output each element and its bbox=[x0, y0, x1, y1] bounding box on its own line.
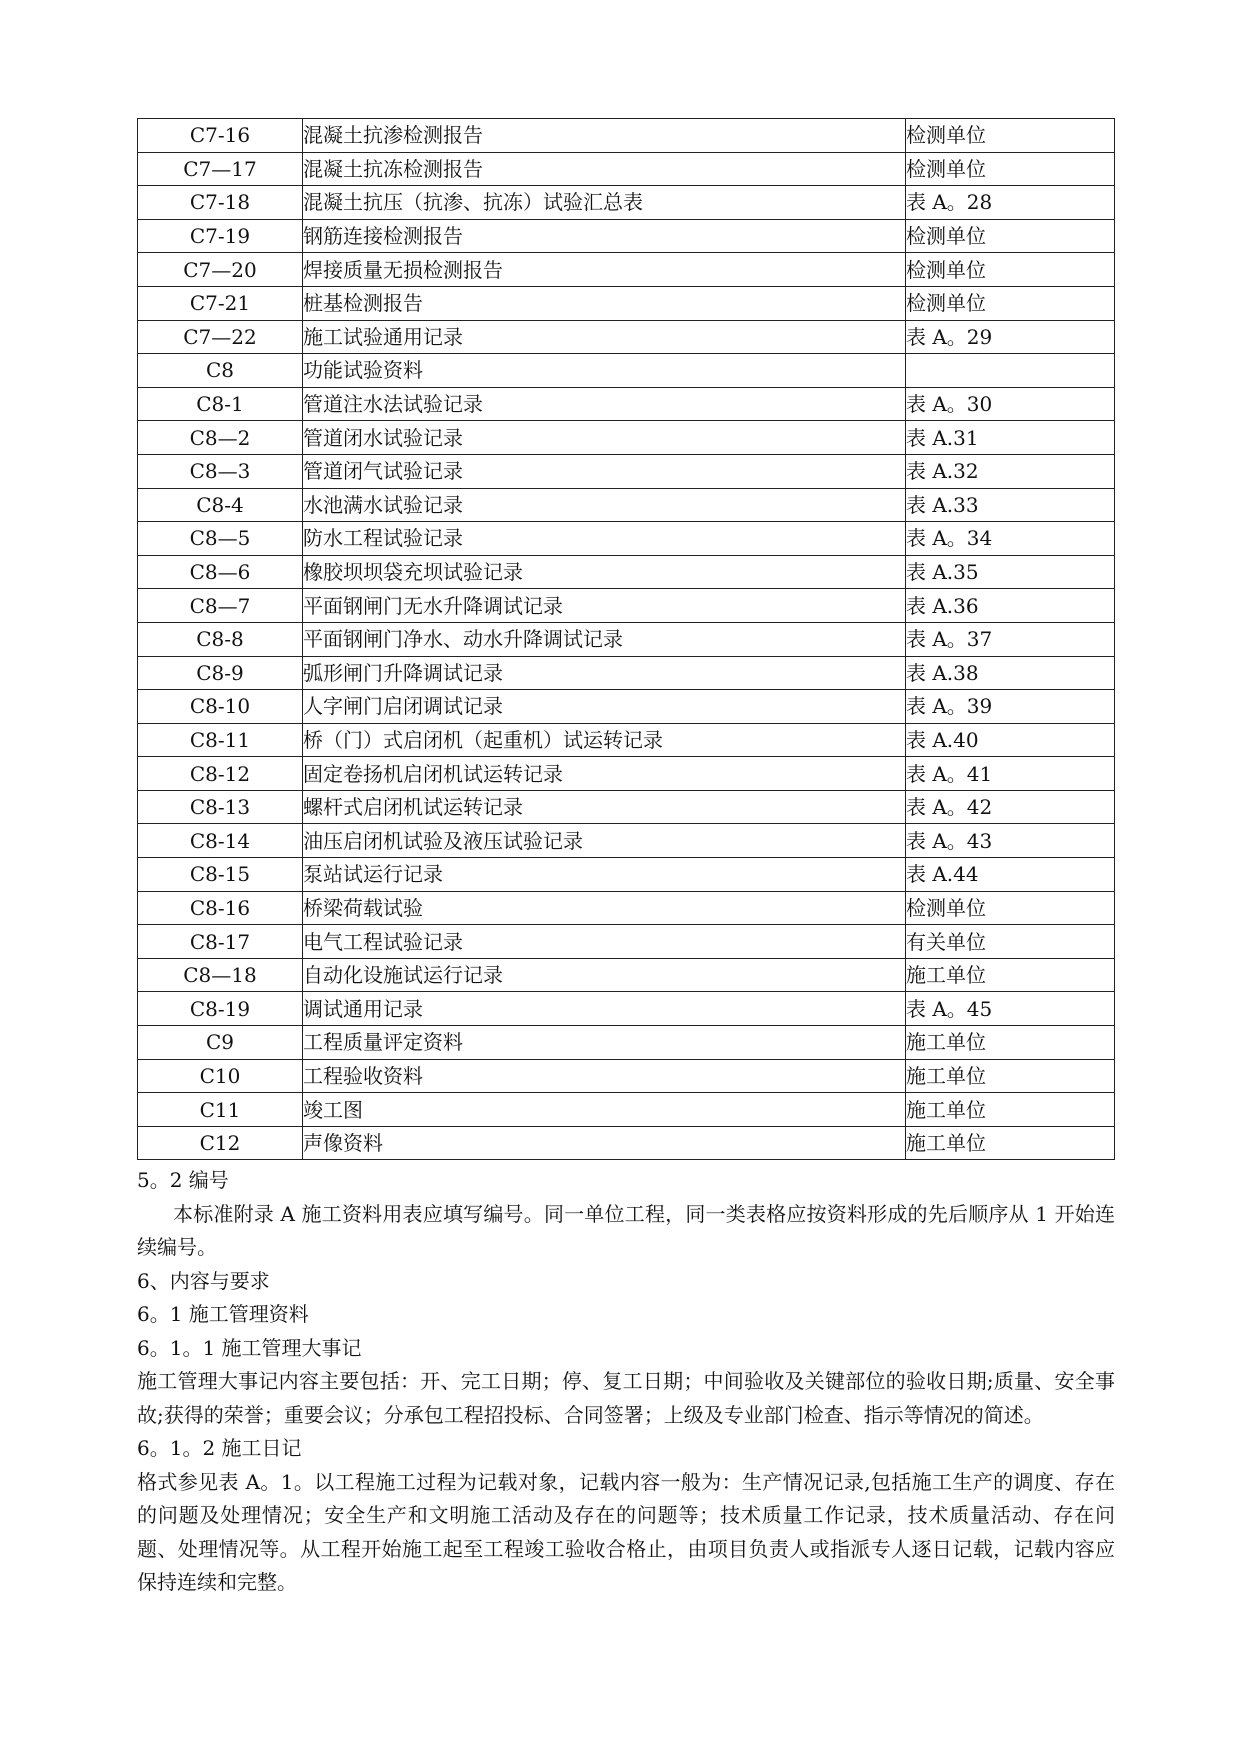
row-reference-cell: 表 A.33 bbox=[906, 488, 1115, 522]
table-row bbox=[138, 656, 1115, 690]
table-row bbox=[138, 622, 1115, 656]
row-code-cell: C9 bbox=[138, 1026, 303, 1060]
records-table bbox=[137, 118, 1115, 1160]
row-reference-cell: 施工单位 bbox=[906, 958, 1115, 992]
row-reference-cell: 表 A。29 bbox=[906, 320, 1115, 354]
row-code-cell: C8 bbox=[138, 354, 303, 388]
table-row bbox=[138, 723, 1115, 757]
row-name-cell: 防水工程试验记录 bbox=[303, 522, 906, 556]
table-row bbox=[138, 589, 1115, 623]
row-name-cell: 焊接质量无损检测报告 bbox=[303, 253, 906, 287]
table-row bbox=[138, 387, 1115, 421]
table-row bbox=[138, 421, 1115, 455]
row-name-cell: 工程质量评定资料 bbox=[303, 1026, 906, 1060]
row-reference-cell: 表 A.32 bbox=[906, 454, 1115, 488]
row-name-cell: 人字闸门启闭调试记录 bbox=[303, 690, 906, 724]
row-code-cell: C8-4 bbox=[138, 488, 303, 522]
row-reference-cell: 有关单位 bbox=[906, 925, 1115, 959]
table-row bbox=[138, 119, 1115, 153]
row-code-cell: C7-21 bbox=[138, 286, 303, 320]
row-reference-cell: 表 A。45 bbox=[906, 992, 1115, 1026]
row-name-cell: 自动化设施试运行记录 bbox=[303, 958, 906, 992]
records-table-body bbox=[138, 119, 1115, 1160]
row-name-cell: 泵站试运行记录 bbox=[303, 858, 906, 892]
row-code-cell: C8-15 bbox=[138, 858, 303, 892]
row-reference-cell: 施工单位 bbox=[906, 1026, 1115, 1060]
row-name-cell: 弧形闸门升降调试记录 bbox=[303, 656, 906, 690]
row-code-cell: C8—6 bbox=[138, 555, 303, 589]
row-code-cell: C8-8 bbox=[138, 622, 303, 656]
row-code-cell: C8—3 bbox=[138, 454, 303, 488]
row-name-cell: 钢筋连接检测报告 bbox=[303, 219, 906, 253]
row-reference-cell: 表 A。34 bbox=[906, 522, 1115, 556]
table-row bbox=[138, 555, 1115, 589]
table-row bbox=[138, 925, 1115, 959]
row-name-cell: 管道注水法试验记录 bbox=[303, 387, 906, 421]
table-row bbox=[138, 522, 1115, 556]
row-reference-cell: 施工单位 bbox=[906, 1059, 1115, 1093]
table-row bbox=[138, 790, 1115, 824]
row-name-cell: 调试通用记录 bbox=[303, 992, 906, 1026]
row-reference-cell: 检测单位 bbox=[906, 152, 1115, 186]
heading-6-1: 6。1 施工管理资料 bbox=[137, 1302, 309, 1327]
row-code-cell: C7-16 bbox=[138, 119, 303, 153]
row-name-cell: 平面钢闸门无水升降调试记录 bbox=[303, 589, 906, 623]
table-row bbox=[138, 858, 1115, 892]
row-name-cell: 油压启闭机试验及液压试验记录 bbox=[303, 824, 906, 858]
table-row bbox=[138, 1026, 1115, 1060]
table-row bbox=[138, 253, 1115, 287]
row-code-cell: C8-10 bbox=[138, 690, 303, 724]
row-code-cell: C12 bbox=[138, 1126, 303, 1160]
row-reference-cell: 表 A。41 bbox=[906, 757, 1115, 791]
table-row bbox=[138, 152, 1115, 186]
row-reference-cell: 表 A.40 bbox=[906, 723, 1115, 757]
row-name-cell: 混凝土抗渗检测报告 bbox=[303, 119, 906, 153]
row-name-cell: 管道闭气试验记录 bbox=[303, 454, 906, 488]
row-code-cell: C8—2 bbox=[138, 421, 303, 455]
row-reference-cell: 检测单位 bbox=[906, 891, 1115, 925]
table-row bbox=[138, 488, 1115, 522]
table-row bbox=[138, 1093, 1115, 1127]
document-text bbox=[137, 1164, 1115, 1600]
table-row bbox=[138, 824, 1115, 858]
row-name-cell: 水池满水试验记录 bbox=[303, 488, 906, 522]
table-row bbox=[138, 1059, 1115, 1093]
row-name-cell: 功能试验资料 bbox=[303, 354, 906, 388]
heading-6-1-1: 6。1。1 施工管理大事记 bbox=[137, 1335, 362, 1360]
row-code-cell: C8-16 bbox=[138, 891, 303, 925]
table-row bbox=[138, 186, 1115, 220]
table-row bbox=[138, 320, 1115, 354]
row-code-cell: C8-9 bbox=[138, 656, 303, 690]
table-row bbox=[138, 454, 1115, 488]
row-name-cell: 桥梁荷载试验 bbox=[303, 891, 906, 925]
table-row bbox=[138, 757, 1115, 791]
table-row bbox=[138, 1126, 1115, 1160]
row-code-cell: C8-19 bbox=[138, 992, 303, 1026]
row-reference-cell: 检测单位 bbox=[906, 119, 1115, 153]
row-code-cell: C8-13 bbox=[138, 790, 303, 824]
row-name-cell: 声像资料 bbox=[303, 1126, 906, 1160]
row-code-cell: C8-12 bbox=[138, 757, 303, 791]
row-code-cell: C8-14 bbox=[138, 824, 303, 858]
table-row bbox=[138, 286, 1115, 320]
table-row bbox=[138, 690, 1115, 724]
row-name-cell: 螺杆式启闭机试运转记录 bbox=[303, 790, 906, 824]
row-reference-cell: 检测单位 bbox=[906, 286, 1115, 320]
table-row bbox=[138, 354, 1115, 388]
row-reference-cell: 表 A。30 bbox=[906, 387, 1115, 421]
row-reference-cell: 表 A.36 bbox=[906, 589, 1115, 623]
row-reference-cell: 表 A.35 bbox=[906, 555, 1115, 589]
row-name-cell: 施工试验通用记录 bbox=[303, 320, 906, 354]
heading-6-1-2: 6。1。2 施工日记 bbox=[137, 1436, 302, 1461]
row-reference-cell: 检测单位 bbox=[906, 253, 1115, 287]
row-reference-cell: 表 A.38 bbox=[906, 656, 1115, 690]
row-reference-cell: 表 A.31 bbox=[906, 421, 1115, 455]
row-code-cell: C11 bbox=[138, 1093, 303, 1127]
row-name-cell: 平面钢闸门净水、动水升降调试记录 bbox=[303, 622, 906, 656]
table-row bbox=[138, 219, 1115, 253]
row-code-cell: C8—18 bbox=[138, 958, 303, 992]
row-reference-cell: 表 A。39 bbox=[906, 690, 1115, 724]
row-code-cell: C7—22 bbox=[138, 320, 303, 354]
row-code-cell: C8—5 bbox=[138, 522, 303, 556]
row-reference-cell: 施工单位 bbox=[906, 1093, 1115, 1127]
row-reference-cell: 表 A。37 bbox=[906, 622, 1115, 656]
row-code-cell: C10 bbox=[138, 1059, 303, 1093]
row-code-cell: C7-18 bbox=[138, 186, 303, 220]
row-reference-cell: 施工单位 bbox=[906, 1126, 1115, 1160]
row-code-cell: C7—20 bbox=[138, 253, 303, 287]
row-code-cell: C8-1 bbox=[138, 387, 303, 421]
paragraph-numbering: 本标准附录 A 施工资料用表应填写编号。同一单位工程，同一类表格应按资料形成的先后顺序从 1 开始连续编号。 bbox=[137, 1201, 1115, 1260]
row-name-cell: 桥（门）式启闭机（起重机）试运转记录 bbox=[303, 723, 906, 757]
table-row bbox=[138, 891, 1115, 925]
row-name-cell: 竣工图 bbox=[303, 1093, 906, 1127]
paragraph-management-events: 施工管理大事记内容主要包括：开、完工日期；停、复工日期；中间验收及关键部位的验收日期;质量、安全事故;获得的荣誉；重要会议；分承包工程招投标、合同签署；上级及专业部门检查、指示等情况的简述。 bbox=[137, 1369, 1115, 1427]
row-reference-cell bbox=[906, 354, 1115, 388]
row-code-cell: C8—7 bbox=[138, 589, 303, 623]
row-name-cell: 橡胶坝坝袋充坝试验记录 bbox=[303, 555, 906, 589]
row-name-cell: 电气工程试验记录 bbox=[303, 925, 906, 959]
row-name-cell: 工程验收资料 bbox=[303, 1059, 906, 1093]
heading-6: 6、内容与要求 bbox=[137, 1268, 270, 1293]
row-name-cell: 固定卷扬机启闭机试运转记录 bbox=[303, 757, 906, 791]
row-reference-cell: 检测单位 bbox=[906, 219, 1115, 253]
row-code-cell: C8-17 bbox=[138, 925, 303, 959]
row-name-cell: 管道闭水试验记录 bbox=[303, 421, 906, 455]
table-row bbox=[138, 958, 1115, 992]
paragraph-construction-diary: 格式参见表 A。1。以工程施工过程为记载对象，记载内容一般为：生产情况记录,包括施工生产的调度、存在的问题及处理情况；安全生产和文明施工活动及存在的问题等；技术质量工作记录，技术质量活动、存在问题、处理情况等。从工程开始施工起至工程竣工验收合格止，由项目负责人或指派专人逐日记载，记载内容应保持连续和完整。 bbox=[137, 1469, 1115, 1595]
row-reference-cell: 表 A。42 bbox=[906, 790, 1115, 824]
table-row bbox=[138, 992, 1115, 1026]
row-code-cell: C7-19 bbox=[138, 219, 303, 253]
row-code-cell: C8-11 bbox=[138, 723, 303, 757]
row-name-cell: 混凝土抗压（抗渗、抗冻）试验汇总表 bbox=[303, 186, 906, 220]
row-reference-cell: 表 A。28 bbox=[906, 186, 1115, 220]
row-reference-cell: 表 A.44 bbox=[906, 858, 1115, 892]
heading-5-2: 5。2 编号 bbox=[137, 1168, 229, 1193]
row-name-cell: 混凝土抗冻检测报告 bbox=[303, 152, 906, 186]
row-reference-cell: 表 A。43 bbox=[906, 824, 1115, 858]
row-code-cell: C7—17 bbox=[138, 152, 303, 186]
row-name-cell: 桩基检测报告 bbox=[303, 286, 906, 320]
document-page bbox=[137, 118, 1115, 1600]
